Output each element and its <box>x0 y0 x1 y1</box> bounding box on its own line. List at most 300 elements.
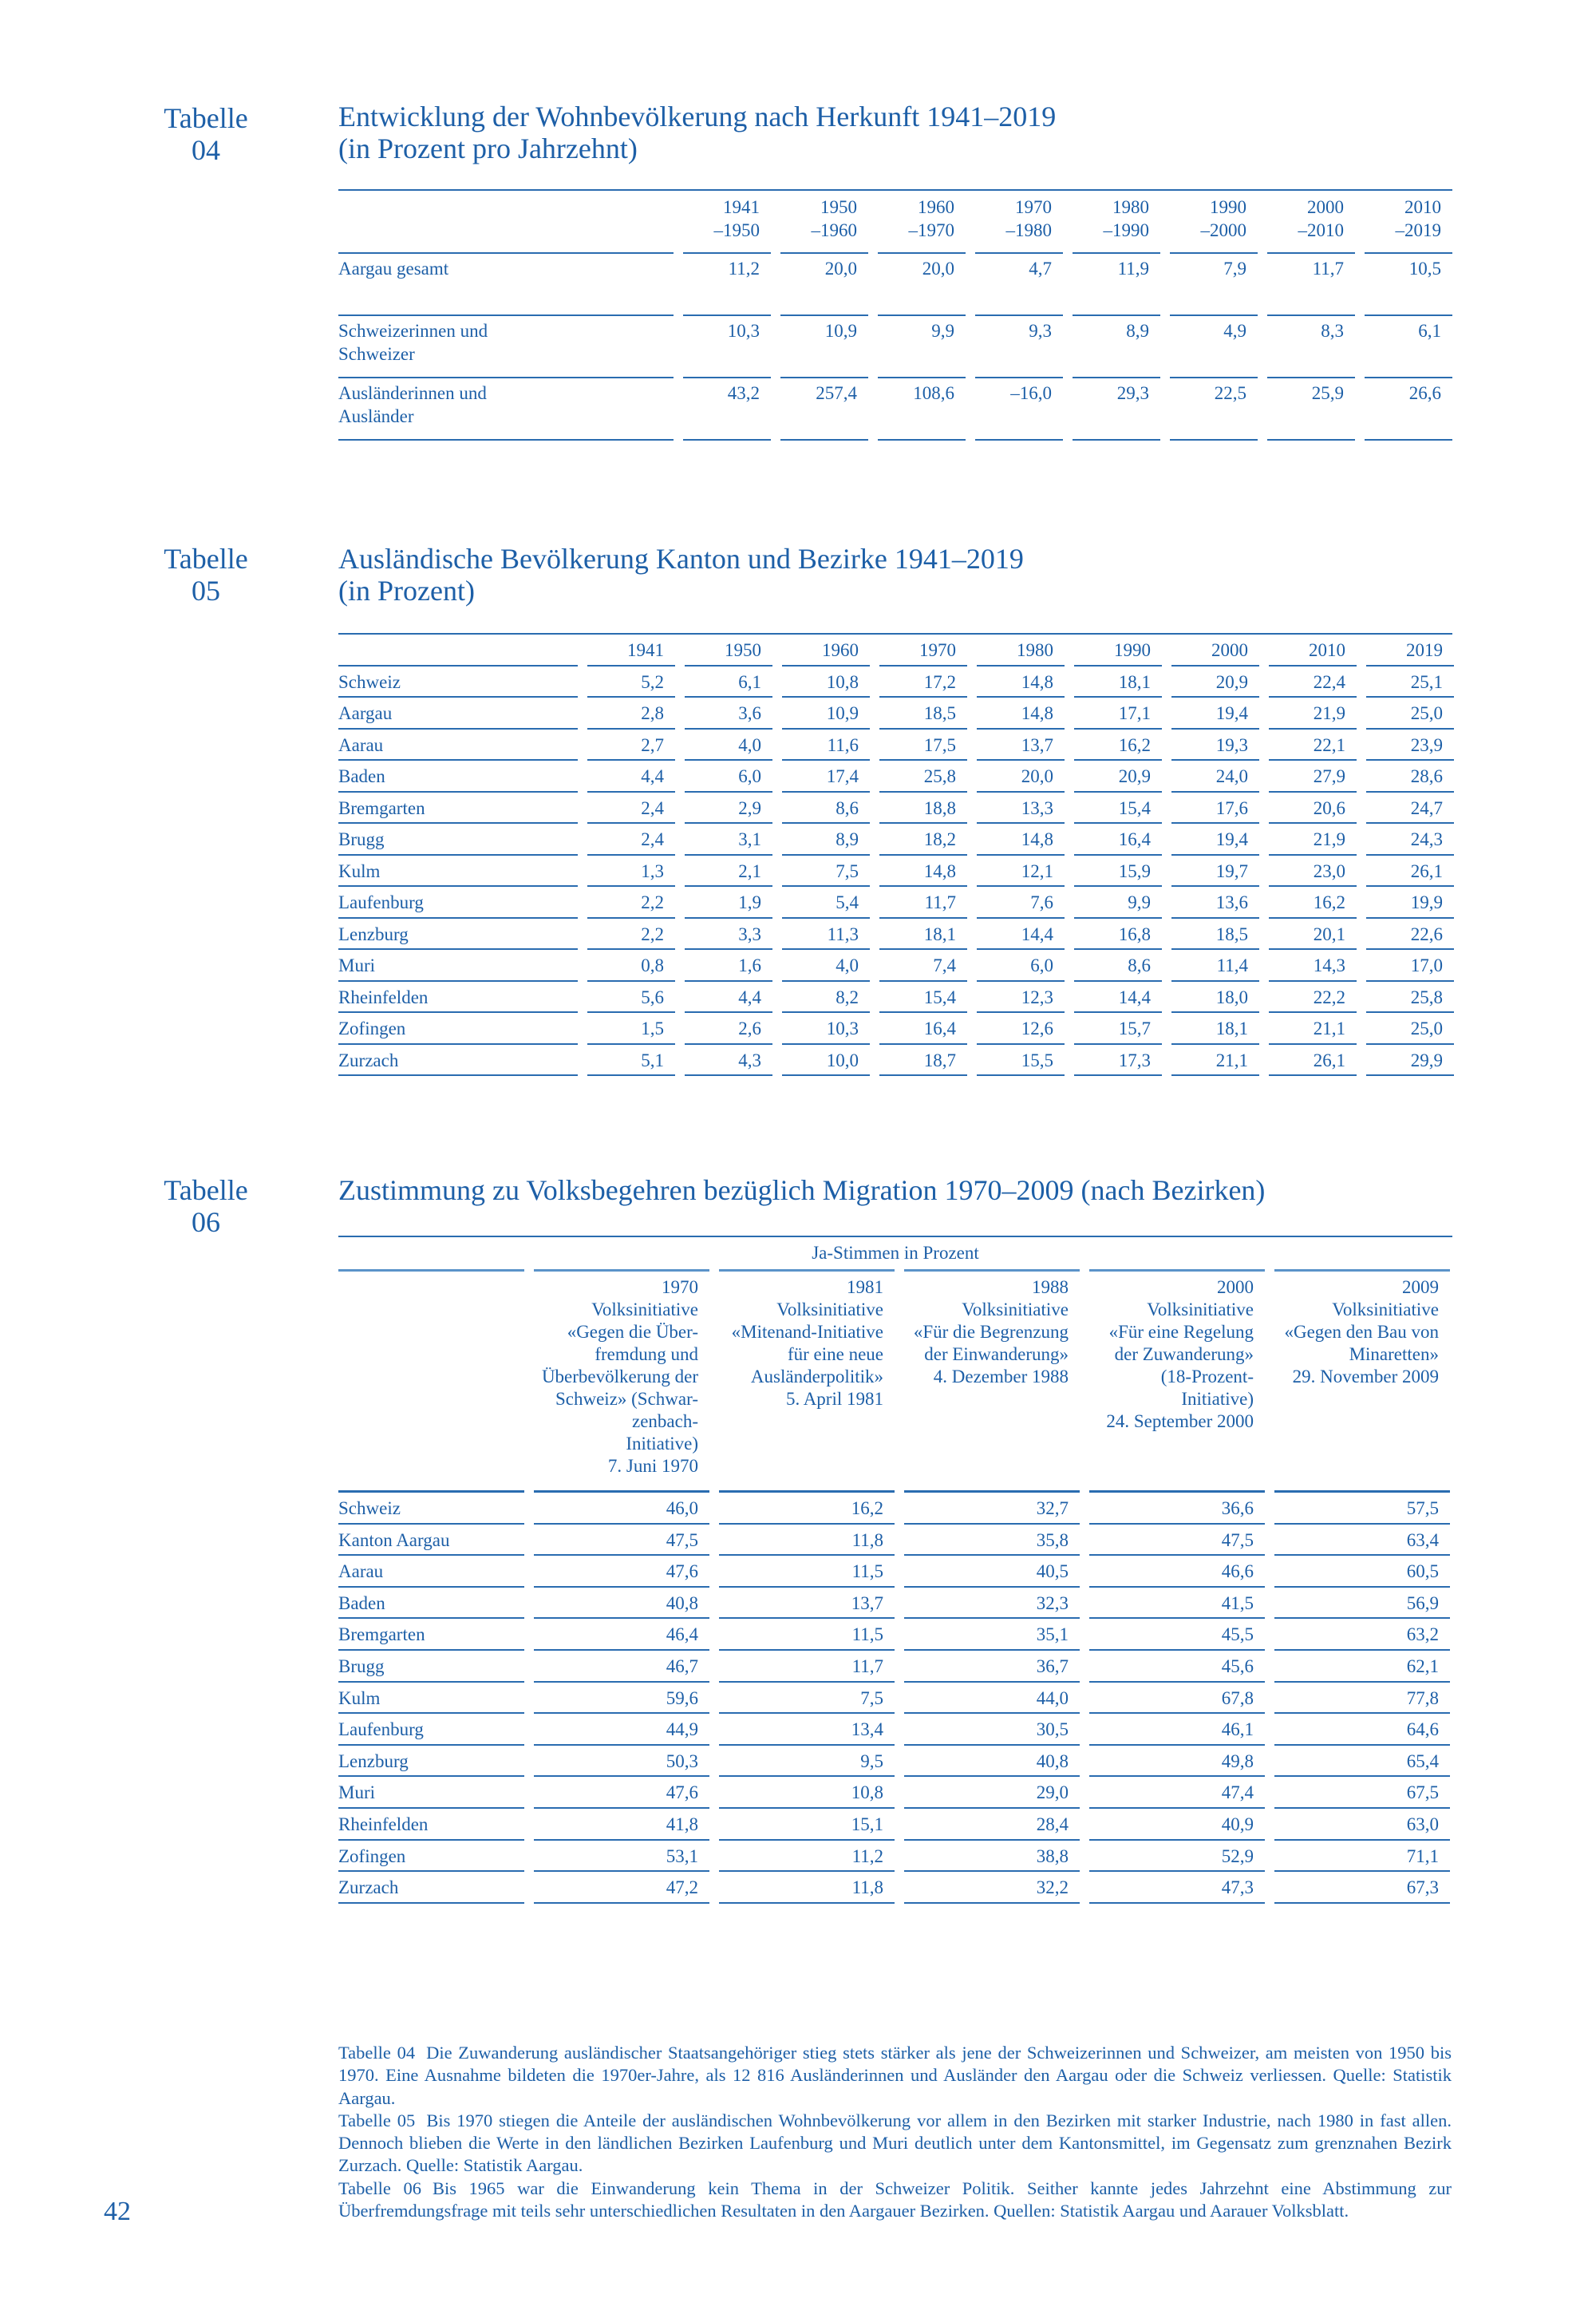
value-cell: 108,6 <box>878 378 966 441</box>
value-cell: 38,8 <box>904 1841 1080 1873</box>
value-cell: 47,6 <box>534 1777 709 1809</box>
value-cell: 4,0 <box>685 730 772 761</box>
column-header <box>683 191 771 254</box>
value-cell: 20,1 <box>1269 919 1357 951</box>
column-header: 1960 <box>782 635 870 667</box>
value-cell: 11,7 <box>879 887 967 919</box>
column-header <box>975 191 1063 254</box>
value-cell: 16,2 <box>1269 887 1357 919</box>
column-header <box>1073 191 1160 254</box>
row-label: Zurzach <box>338 1045 578 1077</box>
value-cell: 16,4 <box>1074 824 1162 856</box>
value-cell: 16,4 <box>879 1013 967 1045</box>
header-cell-empty <box>338 635 578 667</box>
row-label: Lenzburg <box>338 919 578 951</box>
value-cell: 5,6 <box>587 982 675 1014</box>
value-cell: 24,0 <box>1171 761 1259 793</box>
table-row <box>338 793 1452 825</box>
footnote-text: Bis 1970 stiegen die Anteile der ausländischen Wohnbevölkerung vor allem in den Bezirken mit starker Industrie, nach 1980 in fast allen. Dennoch blieben die Werte in den ländlichen Bezirken Laufenburg und Muri deutlich unter dem Kantonsmittel, im Gegensatz zum grenznahen Bezirk Zurzach. Quelle: Statistik Aargau. <box>338 2110 1452 2176</box>
value-cell: 4,9 <box>1170 316 1258 378</box>
value-cell: 17,5 <box>879 730 967 761</box>
value-cell: 15,4 <box>1074 793 1162 825</box>
value-cell: 18,1 <box>1171 1013 1259 1045</box>
value-cell: 4,4 <box>587 761 675 793</box>
value-cell: 30,5 <box>904 1714 1080 1746</box>
value-cell: 20,6 <box>1269 793 1357 825</box>
value-cell: 15,5 <box>977 1045 1065 1077</box>
value-cell: 10,3 <box>683 316 771 378</box>
value-cell: 2,4 <box>587 793 675 825</box>
value-cell: 44,0 <box>904 1683 1080 1715</box>
value-cell: 6,1 <box>685 667 772 698</box>
table-label-number: 06 <box>192 1206 220 1238</box>
value-cell: 15,4 <box>879 982 967 1014</box>
value-cell: 40,9 <box>1089 1809 1265 1841</box>
value-cell: 11,8 <box>719 1525 895 1557</box>
value-cell: 18,8 <box>879 793 967 825</box>
column-header-end: –1960 <box>811 220 857 240</box>
table-row <box>338 950 1452 982</box>
value-cell: 13,7 <box>719 1588 895 1620</box>
column-header: 1981 Volksinitiative «Mitenand-Initiative für eine neue Ausländerpolitik» 5. April 1981 <box>719 1272 895 1493</box>
column-header-start: 2000 <box>1307 197 1344 217</box>
value-cell: 52,9 <box>1089 1841 1265 1873</box>
value-cell: 11,3 <box>782 919 870 951</box>
column-header: 1970 <box>879 635 967 667</box>
row-label: Rheinfelden <box>338 982 578 1014</box>
value-cell: 18,2 <box>879 824 967 856</box>
value-cell: 3,6 <box>685 698 772 730</box>
value-cell: 25,0 <box>1366 1013 1454 1045</box>
value-cell: 41,5 <box>1089 1588 1265 1620</box>
value-cell: 14,8 <box>977 824 1065 856</box>
value-cell: 25,8 <box>879 761 967 793</box>
value-cell: 9,5 <box>719 1746 895 1778</box>
value-cell: 17,0 <box>1366 950 1454 982</box>
value-cell: 4,0 <box>782 950 870 982</box>
value-cell: 64,6 <box>1274 1714 1450 1746</box>
column-header: 1988 Volksinitiative «Für die Begrenzung der Einwanderung» 4. Dezember 1988 <box>904 1272 1080 1493</box>
value-cell: 47,5 <box>534 1525 709 1557</box>
value-cell: 59,6 <box>534 1683 709 1715</box>
title-subline: (in Prozent) <box>338 575 475 607</box>
value-cell: 8,3 <box>1267 316 1355 378</box>
value-cell: 26,1 <box>1269 1045 1357 1077</box>
value-cell: 40,8 <box>904 1746 1080 1778</box>
table-row <box>338 730 1452 761</box>
value-cell: 1,3 <box>587 856 675 888</box>
value-cell: 6,0 <box>685 761 772 793</box>
value-cell: 2,7 <box>587 730 675 761</box>
value-cell: 8,6 <box>782 793 870 825</box>
table-label-word: Tabelle <box>164 102 248 134</box>
table-label-number: 05 <box>192 575 220 607</box>
value-cell: 46,0 <box>534 1493 709 1525</box>
column-header <box>1365 191 1452 254</box>
value-cell: 8,9 <box>1073 316 1160 378</box>
row-label: Laufenburg <box>338 1714 524 1746</box>
value-cell: 21,9 <box>1269 698 1357 730</box>
value-cell: 19,9 <box>1366 887 1454 919</box>
row-label: Schweiz <box>338 1493 524 1525</box>
value-cell: 5,1 <box>587 1045 675 1077</box>
row-label: Bremgarten <box>338 1619 524 1651</box>
row-label: Kulm <box>338 1683 524 1715</box>
value-cell: 16,8 <box>1074 919 1162 951</box>
value-cell: 36,6 <box>1089 1493 1265 1525</box>
column-header <box>878 191 966 254</box>
value-cell: 2,1 <box>685 856 772 888</box>
footnote-tag: Tabelle 06 <box>338 2178 421 2198</box>
value-cell: 8,9 <box>782 824 870 856</box>
value-cell: 7,9 <box>1170 254 1258 316</box>
row-label: Ausländerinnen und Ausländer <box>338 383 487 426</box>
table-label-word: Tabelle <box>164 543 248 575</box>
column-header <box>1267 191 1355 254</box>
row-label: Rheinfelden <box>338 1809 524 1841</box>
value-cell: 18,5 <box>1171 919 1259 951</box>
table-06 <box>338 1236 1452 1904</box>
table-row <box>338 378 1452 441</box>
value-cell: 60,5 <box>1274 1556 1450 1588</box>
value-cell: 10,0 <box>782 1045 870 1077</box>
value-cell: 24,7 <box>1366 793 1454 825</box>
value-cell: 29,3 <box>1073 378 1160 441</box>
value-cell: 67,5 <box>1274 1777 1450 1809</box>
value-cell: 19,3 <box>1171 730 1259 761</box>
value-cell: 35,8 <box>904 1525 1080 1557</box>
column-header-start: 1990 <box>1210 197 1246 217</box>
footnotes <box>338 2042 1452 2222</box>
value-cell: 3,3 <box>685 919 772 951</box>
column-header-end: –1980 <box>1005 220 1052 240</box>
value-cell: 4,4 <box>685 982 772 1014</box>
value-cell: 41,8 <box>534 1809 709 1841</box>
title-subline: (in Prozent pro Jahrzehnt) <box>338 133 638 164</box>
value-cell: 57,5 <box>1274 1493 1450 1525</box>
value-cell: 56,9 <box>1274 1588 1450 1620</box>
footnote <box>338 2042 1452 2110</box>
value-cell: 7,6 <box>977 887 1065 919</box>
column-header-end: –1950 <box>713 220 760 240</box>
value-cell: 11,9 <box>1073 254 1160 316</box>
table-row <box>338 1588 1452 1620</box>
header-row <box>338 191 1452 254</box>
table-row <box>338 1714 1452 1746</box>
value-cell: 63,2 <box>1274 1619 1450 1651</box>
value-cell: 11,5 <box>719 1619 895 1651</box>
value-cell: 32,2 <box>904 1872 1080 1904</box>
column-header-start: 1970 <box>1015 197 1052 217</box>
value-cell: 47,5 <box>1089 1525 1265 1557</box>
value-cell: 8,2 <box>782 982 870 1014</box>
value-cell: 7,5 <box>782 856 870 888</box>
value-cell: 29,0 <box>904 1777 1080 1809</box>
table-row <box>338 1525 1452 1557</box>
row-label: Schweizerinnen und Schweizer <box>338 321 488 364</box>
value-cell: 2,8 <box>587 698 675 730</box>
value-cell: 77,8 <box>1274 1683 1450 1715</box>
row-label: Zofingen <box>338 1841 524 1873</box>
value-cell: 11,7 <box>719 1651 895 1683</box>
value-cell: 15,1 <box>719 1809 895 1841</box>
value-cell: 67,8 <box>1089 1683 1265 1715</box>
footnote <box>338 2110 1452 2178</box>
table-row <box>338 824 1452 856</box>
value-cell: 25,0 <box>1366 698 1454 730</box>
value-cell: 47,3 <box>1089 1872 1265 1904</box>
value-cell: 12,3 <box>977 982 1065 1014</box>
value-cell: 47,2 <box>534 1872 709 1904</box>
value-cell: 47,6 <box>534 1556 709 1588</box>
table-04-title <box>338 101 1056 164</box>
table-row <box>338 254 1452 316</box>
row-label: Bremgarten <box>338 793 578 825</box>
column-header-end: –2000 <box>1200 220 1246 240</box>
column-header-end: –1970 <box>908 220 954 240</box>
value-cell: 5,2 <box>587 667 675 698</box>
value-cell: 44,9 <box>534 1714 709 1746</box>
column-header <box>1170 191 1258 254</box>
value-cell: 2,9 <box>685 793 772 825</box>
column-header: 1980 <box>977 635 1065 667</box>
value-cell: 20,9 <box>1074 761 1162 793</box>
value-cell: 20,9 <box>1171 667 1259 698</box>
value-cell: 46,1 <box>1089 1714 1265 1746</box>
value-cell: 17,1 <box>1074 698 1162 730</box>
row-label: Brugg <box>338 1651 524 1683</box>
table-05 <box>338 633 1452 1076</box>
value-cell: 32,3 <box>904 1588 1080 1620</box>
value-cell: 25,1 <box>1366 667 1454 698</box>
value-cell: 62,1 <box>1274 1651 1450 1683</box>
row-label: Schweiz <box>338 667 578 698</box>
value-cell: 14,8 <box>977 698 1065 730</box>
value-cell: 6,1 <box>1365 316 1452 378</box>
value-cell: 32,7 <box>904 1493 1080 1525</box>
footnote-text: Die Zuwanderung ausländischer Staatsangehöriger stieg stets stärker als jene der Schweizerinnen und Schweizer, am meisten von 1950 bis 1970. Eine Ausnahme bildeten die 1970er-Jahre, als 12 816 Ausländerinnen und Ausländer den Aargau oder die Schweiz verliessen. Quelle: Statistik Aargau. <box>338 2043 1452 2108</box>
value-cell: 18,0 <box>1171 982 1259 1014</box>
value-cell: 10,9 <box>780 316 868 378</box>
row-label: Baden <box>338 761 578 793</box>
value-cell: 14,3 <box>1269 950 1357 982</box>
value-cell: 13,6 <box>1171 887 1259 919</box>
value-cell: 10,9 <box>782 698 870 730</box>
title-line: Ausländische Bevölkerung Kanton und Bezirke 1941–2019 <box>338 543 1024 575</box>
column-header: 2000 Volksinitiative «Für eine Regelung der Zuwanderung» (18-Prozent- Initiative) 24. September 2000 <box>1089 1272 1265 1493</box>
value-cell: 19,7 <box>1171 856 1259 888</box>
column-header-end: –2010 <box>1298 220 1344 240</box>
table-row <box>338 919 1452 951</box>
value-cell: 63,0 <box>1274 1809 1450 1841</box>
table-row <box>338 667 1452 698</box>
value-cell: 25,9 <box>1267 378 1355 441</box>
column-header: 2000 <box>1171 635 1259 667</box>
value-cell: 23,9 <box>1366 730 1454 761</box>
value-cell: 13,3 <box>977 793 1065 825</box>
value-cell: 2,4 <box>587 824 675 856</box>
column-header: 2009 Volksinitiative «Gegen den Bau von Minaretten» 29. November 2009 <box>1274 1272 1450 1493</box>
row-label: Lenzburg <box>338 1746 524 1778</box>
value-cell: 257,4 <box>780 378 868 441</box>
table-row <box>338 982 1452 1014</box>
table-row <box>338 1841 1452 1873</box>
value-cell: 28,4 <box>904 1809 1080 1841</box>
value-cell: 16,2 <box>719 1493 895 1525</box>
table-row <box>338 1493 1452 1525</box>
row-label: Zurzach <box>338 1872 524 1904</box>
row-label-cell <box>338 254 674 316</box>
value-cell: 71,1 <box>1274 1841 1450 1873</box>
value-cell: 22,4 <box>1269 667 1357 698</box>
value-cell: 18,7 <box>879 1045 967 1077</box>
value-cell: 28,6 <box>1366 761 1454 793</box>
value-cell: 43,2 <box>683 378 771 441</box>
table-row <box>338 698 1452 730</box>
value-cell: 35,1 <box>904 1619 1080 1651</box>
value-cell: 11,5 <box>719 1556 895 1588</box>
table-05-title <box>338 543 1024 607</box>
value-cell: 10,8 <box>782 667 870 698</box>
value-cell: 4,3 <box>685 1045 772 1077</box>
value-cell: 15,9 <box>1074 856 1162 888</box>
value-cell: 18,5 <box>879 698 967 730</box>
value-cell: 19,4 <box>1171 698 1259 730</box>
column-header-start: 2010 <box>1404 197 1441 217</box>
value-cell: 16,2 <box>1074 730 1162 761</box>
table-04-label <box>126 102 286 166</box>
column-header: 1941 <box>587 635 675 667</box>
value-cell: 22,1 <box>1269 730 1357 761</box>
table-row <box>338 887 1452 919</box>
value-cell: 20,0 <box>878 254 966 316</box>
value-cell: 12,6 <box>977 1013 1065 1045</box>
value-cell: 29,9 <box>1366 1045 1454 1077</box>
table-row <box>338 316 1452 378</box>
value-cell: 9,9 <box>878 316 966 378</box>
value-cell: 11,4 <box>1171 950 1259 982</box>
group-header: Ja-Stimmen in Prozent <box>812 1243 979 1263</box>
column-header-start: 1980 <box>1112 197 1149 217</box>
value-cell: 17,2 <box>879 667 967 698</box>
value-cell: 45,6 <box>1089 1651 1265 1683</box>
value-cell: 10,3 <box>782 1013 870 1045</box>
table-row <box>338 1746 1452 1778</box>
value-cell: 4,7 <box>975 254 1063 316</box>
column-header-start: 1950 <box>820 197 857 217</box>
row-label: Baden <box>338 1588 524 1620</box>
table-label-word: Tabelle <box>164 1174 248 1206</box>
column-header: 1990 <box>1074 635 1162 667</box>
column-header-start: 1941 <box>723 197 760 217</box>
row-label-cell <box>338 378 674 441</box>
header-row <box>338 635 1452 667</box>
value-cell: 6,0 <box>977 950 1065 982</box>
value-cell: 11,8 <box>719 1872 895 1904</box>
value-cell: 5,4 <box>782 887 870 919</box>
value-cell: 18,1 <box>879 919 967 951</box>
value-cell: 19,4 <box>1171 824 1259 856</box>
value-cell: 1,5 <box>587 1013 675 1045</box>
value-cell: 1,6 <box>685 950 772 982</box>
table-row <box>338 1809 1452 1841</box>
value-cell: 26,6 <box>1365 378 1452 441</box>
table-06-label <box>126 1174 286 1238</box>
row-label: Aarau <box>338 730 578 761</box>
value-cell: 67,3 <box>1274 1872 1450 1904</box>
column-header-end: –1990 <box>1103 220 1149 240</box>
value-cell: 10,5 <box>1365 254 1452 316</box>
row-label: Aargau gesamt <box>338 259 449 279</box>
value-cell: 13,4 <box>719 1714 895 1746</box>
value-cell: 7,4 <box>879 950 967 982</box>
value-cell: 2,2 <box>587 887 675 919</box>
table-04 <box>338 189 1452 441</box>
column-header: 1970 Volksinitiative «Gegen die Über- fremdung und Überbevölkerung der Schweiz» (Schwar- zenbach- Initiative) 7. Juni 1970 <box>534 1272 709 1493</box>
value-cell: 26,1 <box>1366 856 1454 888</box>
value-cell: 17,3 <box>1074 1045 1162 1077</box>
value-cell: 12,1 <box>977 856 1065 888</box>
table-row <box>338 1013 1452 1045</box>
row-label: Brugg <box>338 824 578 856</box>
column-header: 1950 <box>685 635 772 667</box>
footnote-text: Bis 1965 war die Einwanderung kein Thema in der Schweizer Politik. Seither kannte jedes Jahrzehnt eine Abstimmung zur Überfremdungsfrage mit teils sehr unterschiedlichen Resultaten in den Aargauer Bezirken. Quellen: Statistik Aargau und Aarauer Volksblatt. <box>338 2178 1452 2221</box>
value-cell: 47,4 <box>1089 1777 1265 1809</box>
table-06-title <box>338 1174 1265 1206</box>
value-cell: 1,9 <box>685 887 772 919</box>
table-row <box>338 1619 1452 1651</box>
value-cell: 46,4 <box>534 1619 709 1651</box>
table-label-number: 04 <box>192 134 220 166</box>
footnote-tag: Tabelle 05 <box>338 2110 416 2130</box>
row-label: Zofingen <box>338 1013 578 1045</box>
value-cell: 20,0 <box>977 761 1065 793</box>
value-cell: 36,7 <box>904 1651 1080 1683</box>
column-header: 2010 <box>1269 635 1357 667</box>
header-row <box>338 1272 1452 1493</box>
row-label: Laufenburg <box>338 887 578 919</box>
value-cell: 20,0 <box>780 254 868 316</box>
value-cell: 46,7 <box>534 1651 709 1683</box>
value-cell: –16,0 <box>975 378 1063 441</box>
value-cell: 63,4 <box>1274 1525 1450 1557</box>
table-05-label <box>126 543 286 607</box>
footnote-tag: Tabelle 04 <box>338 2043 416 2063</box>
value-cell: 11,6 <box>782 730 870 761</box>
column-header <box>780 191 868 254</box>
value-cell: 14,8 <box>977 667 1065 698</box>
value-cell: 24,3 <box>1366 824 1454 856</box>
value-cell: 3,1 <box>685 824 772 856</box>
table-row <box>338 1651 1452 1683</box>
value-cell: 45,5 <box>1089 1619 1265 1651</box>
value-cell: 2,6 <box>685 1013 772 1045</box>
table-row <box>338 1556 1452 1588</box>
footnote <box>338 2178 1452 2223</box>
header-cell-empty <box>338 191 674 254</box>
value-cell: 40,5 <box>904 1556 1080 1588</box>
value-cell: 40,8 <box>534 1588 709 1620</box>
value-cell: 14,4 <box>1074 982 1162 1014</box>
table-row <box>338 1777 1452 1809</box>
table-row <box>338 1872 1452 1904</box>
value-cell: 14,4 <box>977 919 1065 951</box>
table-row <box>338 856 1452 888</box>
title-line: Zustimmung zu Volksbegehren bezüglich Migration 1970–2009 (nach Bezirken) <box>338 1174 1266 1206</box>
value-cell: 9,3 <box>975 316 1063 378</box>
row-label: Aargau <box>338 698 578 730</box>
value-cell: 8,6 <box>1074 950 1162 982</box>
